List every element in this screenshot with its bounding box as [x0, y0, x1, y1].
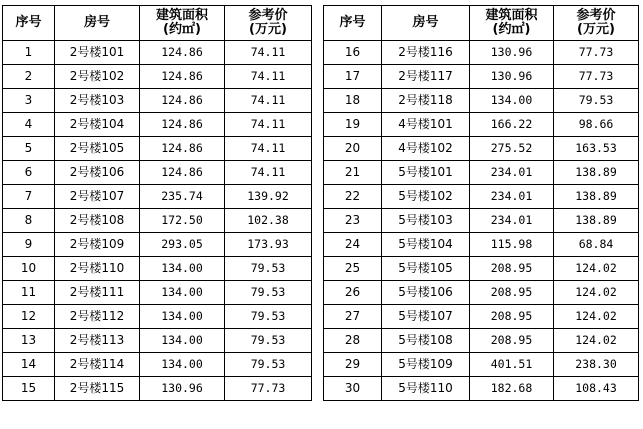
- cell-seq: 15: [3, 377, 55, 401]
- cell-room: 2号楼118: [382, 89, 470, 113]
- cell-room: 2号楼105: [55, 137, 140, 161]
- cell-price: 79.53: [225, 257, 312, 281]
- cell-area: 401.51: [470, 353, 554, 377]
- table-row: [3, 161, 312, 185]
- cell-area: 208.95: [470, 281, 554, 305]
- cell-room: 2号楼107: [55, 185, 140, 209]
- cell-seq: 14: [3, 353, 55, 377]
- cell-seq: 29: [324, 353, 382, 377]
- table-row: [3, 353, 312, 377]
- header-price-line1: 参考价: [248, 8, 288, 23]
- cell-price: 74.11: [225, 89, 312, 113]
- table-row: [3, 65, 312, 89]
- cell-price: 79.53: [225, 329, 312, 353]
- cell-area: 182.68: [470, 377, 554, 401]
- cell-seq: 26: [324, 281, 382, 305]
- table-row: [324, 329, 639, 353]
- cell-room: 2号楼103: [55, 89, 140, 113]
- table-body-right: [324, 41, 639, 401]
- cell-area: 134.00: [140, 281, 225, 305]
- cell-seq: 4: [3, 113, 55, 137]
- cell-seq: 9: [3, 233, 55, 257]
- cell-room: 2号楼101: [55, 41, 140, 65]
- cell-price: 79.53: [225, 281, 312, 305]
- table-row: [324, 353, 639, 377]
- cell-room: 5号楼109: [382, 353, 470, 377]
- header-area: [470, 6, 554, 41]
- cell-price: 79.53: [554, 89, 639, 113]
- header-room: 房号: [382, 6, 470, 41]
- cell-seq: 19: [324, 113, 382, 137]
- cell-area: 234.01: [470, 161, 554, 185]
- cell-area: 124.86: [140, 161, 225, 185]
- cell-seq: 21: [324, 161, 382, 185]
- cell-seq: 22: [324, 185, 382, 209]
- table-row: [3, 209, 312, 233]
- table-row: [324, 233, 639, 257]
- cell-price: 124.02: [554, 329, 639, 353]
- cell-area: 134.00: [470, 89, 554, 113]
- cell-price: 138.89: [554, 209, 639, 233]
- cell-price: 77.73: [554, 65, 639, 89]
- table-row: [324, 137, 639, 161]
- header-price: [554, 6, 639, 41]
- cell-seq: 24: [324, 233, 382, 257]
- cell-room: 5号楼107: [382, 305, 470, 329]
- cell-room: 4号楼102: [382, 137, 470, 161]
- table-row: [3, 329, 312, 353]
- cell-area: 124.86: [140, 41, 225, 65]
- price-table-right: [323, 5, 639, 401]
- cell-price: 102.38: [225, 209, 312, 233]
- cell-area: 134.00: [140, 353, 225, 377]
- cell-area: 134.00: [140, 305, 225, 329]
- cell-price: 74.11: [225, 65, 312, 89]
- header-seq: 序号: [3, 6, 55, 41]
- cell-room: 2号楼117: [382, 65, 470, 89]
- cell-area: 130.96: [140, 377, 225, 401]
- cell-area: 235.74: [140, 185, 225, 209]
- cell-seq: 3: [3, 89, 55, 113]
- cell-room: 2号楼112: [55, 305, 140, 329]
- cell-area: 166.22: [470, 113, 554, 137]
- cell-seq: 12: [3, 305, 55, 329]
- cell-price: 74.11: [225, 41, 312, 65]
- cell-seq: 8: [3, 209, 55, 233]
- cell-room: 5号楼106: [382, 281, 470, 305]
- cell-seq: 7: [3, 185, 55, 209]
- cell-seq: 6: [3, 161, 55, 185]
- cell-area: 130.96: [470, 65, 554, 89]
- cell-seq: 20: [324, 137, 382, 161]
- cell-room: 2号楼106: [55, 161, 140, 185]
- cell-area: 115.98: [470, 233, 554, 257]
- cell-area: 124.86: [140, 113, 225, 137]
- cell-room: 2号楼114: [55, 353, 140, 377]
- table-row: [3, 377, 312, 401]
- table-row: [324, 281, 639, 305]
- cell-seq: 11: [3, 281, 55, 305]
- cell-price: 124.02: [554, 281, 639, 305]
- cell-room: 5号楼110: [382, 377, 470, 401]
- header-area: [140, 6, 225, 41]
- table-row: [3, 41, 312, 65]
- cell-seq: 28: [324, 329, 382, 353]
- header-price-line2: (万元): [577, 22, 615, 37]
- table-row: [3, 305, 312, 329]
- cell-seq: 18: [324, 89, 382, 113]
- cell-area: 234.01: [470, 185, 554, 209]
- table-row: [3, 89, 312, 113]
- cell-price: 74.11: [225, 161, 312, 185]
- header-area-line2: (约㎡): [163, 22, 201, 37]
- cell-area: 293.05: [140, 233, 225, 257]
- header-price-line2: (万元): [249, 22, 287, 37]
- cell-room: 5号楼105: [382, 257, 470, 281]
- cell-price: 98.66: [554, 113, 639, 137]
- cell-room: 2号楼115: [55, 377, 140, 401]
- cell-price: 77.73: [225, 377, 312, 401]
- cell-price: 79.53: [225, 353, 312, 377]
- cell-price: 124.02: [554, 305, 639, 329]
- table-row: [324, 377, 639, 401]
- price-table-left: [2, 5, 312, 401]
- cell-room: 5号楼108: [382, 329, 470, 353]
- table-body-left: [3, 41, 312, 401]
- header-room: 房号: [55, 6, 140, 41]
- table-row: [3, 281, 312, 305]
- cell-room: 5号楼101: [382, 161, 470, 185]
- cell-price: 238.30: [554, 353, 639, 377]
- cell-seq: 2: [3, 65, 55, 89]
- table-row: [324, 257, 639, 281]
- cell-price: 124.02: [554, 257, 639, 281]
- table-row: [324, 41, 639, 65]
- cell-room: 2号楼102: [55, 65, 140, 89]
- cell-area: 124.86: [140, 137, 225, 161]
- table-row: [3, 137, 312, 161]
- cell-price: 139.92: [225, 185, 312, 209]
- cell-room: 5号楼104: [382, 233, 470, 257]
- cell-area: 124.86: [140, 65, 225, 89]
- cell-area: 208.95: [470, 305, 554, 329]
- table-row: [324, 305, 639, 329]
- cell-price: 79.53: [225, 305, 312, 329]
- cell-room: 2号楼116: [382, 41, 470, 65]
- cell-price: 68.84: [554, 233, 639, 257]
- header-row: [3, 6, 312, 41]
- cell-seq: 1: [3, 41, 55, 65]
- header-row: [324, 6, 639, 41]
- cell-area: 130.96: [470, 41, 554, 65]
- cell-seq: 27: [324, 305, 382, 329]
- cell-room: 2号楼108: [55, 209, 140, 233]
- cell-room: 2号楼113: [55, 329, 140, 353]
- table-row: [3, 113, 312, 137]
- cell-seq: 10: [3, 257, 55, 281]
- table-row: [3, 233, 312, 257]
- cell-room: 2号楼104: [55, 113, 140, 137]
- table-row: [324, 209, 639, 233]
- cell-seq: 5: [3, 137, 55, 161]
- cell-area: 275.52: [470, 137, 554, 161]
- cell-seq: 25: [324, 257, 382, 281]
- cell-room: 2号楼110: [55, 257, 140, 281]
- cell-seq: 13: [3, 329, 55, 353]
- table-row: [324, 113, 639, 137]
- cell-area: 208.95: [470, 329, 554, 353]
- table-row: [3, 257, 312, 281]
- cell-seq: 30: [324, 377, 382, 401]
- table-row: [3, 185, 312, 209]
- cell-room: 5号楼103: [382, 209, 470, 233]
- cell-price: 74.11: [225, 113, 312, 137]
- cell-room: 4号楼101: [382, 113, 470, 137]
- header-area-line2: (约㎡): [492, 22, 531, 37]
- cell-area: 134.00: [140, 329, 225, 353]
- cell-room: 2号楼111: [55, 281, 140, 305]
- cell-area: 134.00: [140, 257, 225, 281]
- header-price-line1: 参考价: [576, 8, 616, 23]
- cell-seq: 17: [324, 65, 382, 89]
- cell-price: 74.11: [225, 137, 312, 161]
- cell-area: 124.86: [140, 89, 225, 113]
- cell-price: 138.89: [554, 185, 639, 209]
- cell-price: 77.73: [554, 41, 639, 65]
- header-area-line1: 建筑面积: [485, 8, 538, 23]
- cell-area: 172.50: [140, 209, 225, 233]
- table-row: [324, 89, 639, 113]
- cell-price: 138.89: [554, 161, 639, 185]
- cell-price: 163.53: [554, 137, 639, 161]
- cell-seq: 23: [324, 209, 382, 233]
- table-row: [324, 65, 639, 89]
- header-area-line1: 建筑面积: [155, 8, 208, 23]
- cell-room: 2号楼109: [55, 233, 140, 257]
- header-seq: 序号: [324, 6, 382, 41]
- cell-room: 5号楼102: [382, 185, 470, 209]
- cell-area: 234.01: [470, 209, 554, 233]
- cell-price: 108.43: [554, 377, 639, 401]
- cell-price: 173.93: [225, 233, 312, 257]
- header-price: [225, 6, 312, 41]
- table-row: [324, 161, 639, 185]
- cell-seq: 16: [324, 41, 382, 65]
- table-row: [324, 185, 639, 209]
- cell-area: 208.95: [470, 257, 554, 281]
